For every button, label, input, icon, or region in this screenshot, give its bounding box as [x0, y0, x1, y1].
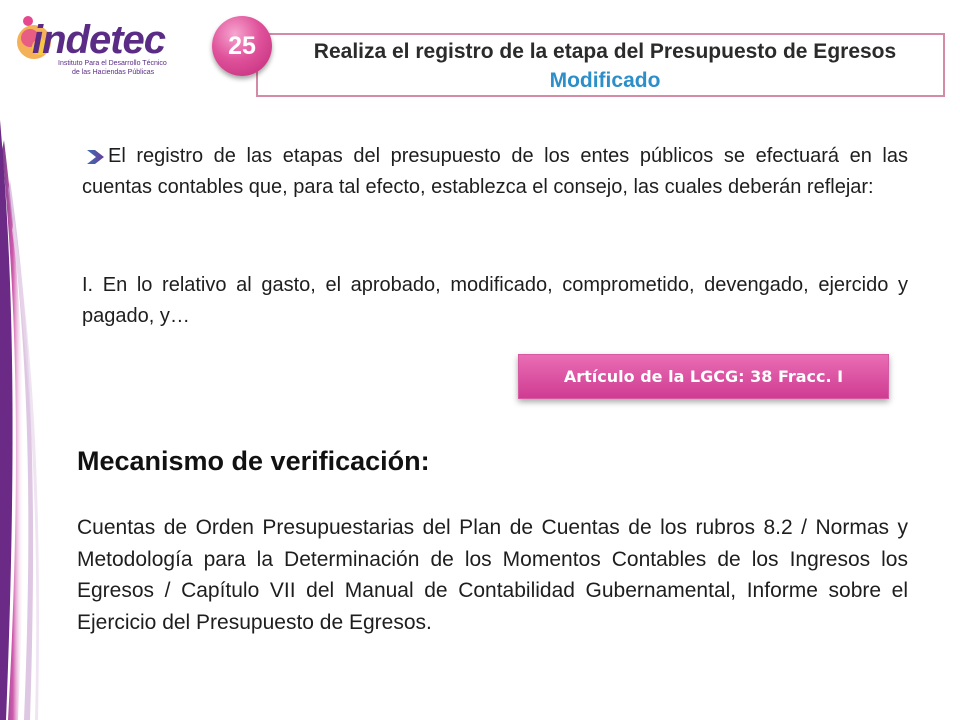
decorative-left-ribbon: [0, 0, 60, 720]
slide-title-accent: Modificado: [549, 69, 661, 92]
slide-title: [270, 37, 940, 95]
slide-number-badge: 25: [212, 16, 272, 76]
section-heading: Mecanismo de verificación:: [77, 446, 430, 476]
logo-text: indetec: [32, 18, 166, 62]
paragraph-etapas-text: El registro de las etapas del presupuesto de los entes públicos se efectuará en las cuentas contables que, para tal efecto, establezca el consejo, las cuales deberán reflejar:: [82, 145, 908, 198]
slide-title-main: Realiza el registro de la etapa del Presupuesto de Egresos: [313, 40, 897, 63]
indetec-logo: [10, 12, 192, 82]
logo-subtitle-line2: de las Haciendas Públicas: [72, 69, 155, 76]
logo-subtitle-line1: Instituto Para el Desarrollo Técnico: [58, 60, 167, 67]
paragraph-etapas: [82, 141, 908, 202]
legal-reference-button[interactable]: Artículo de la LGCG: 38 Fracc. I: [518, 354, 889, 399]
paragraph-gasto: I. En lo relativo al gasto, el aprobado, modificado, comprometido, devengado, ejercido y pagado, y…: [82, 274, 908, 327]
verification-mechanism-text: Cuentas de Orden Presupuestarias del Plan de Cuentas de los rubros 8.2 / Normas y Metodología para la Determinación de los Momentos Contables de los Ingresos los Egresos / Capítulo VII del Manual de Contabilidad Gubernamental, Informe sobre el Ejercicio del Presupuesto de Egresos.: [77, 516, 908, 634]
